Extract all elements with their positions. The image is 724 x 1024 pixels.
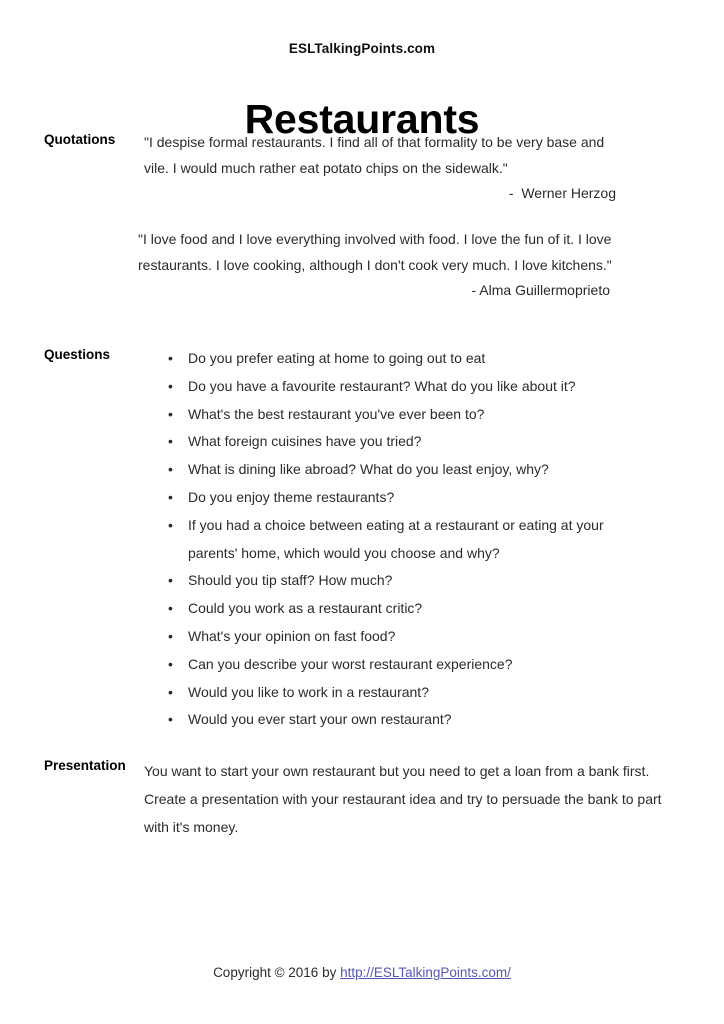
question-item [168,484,628,512]
bullet-icon: • [168,350,173,366]
question-item [168,623,628,651]
question-item [168,512,628,568]
bullet-icon: • [168,377,173,394]
copyright-text: Copyright © 2016 by [213,965,341,980]
bullet-icon: • [168,600,173,617]
question-text: What's your opinion on fast food? [188,627,396,644]
question-text: Should you tip staff? How much? [188,572,393,589]
question-text: Do you enjoy theme restaurants? [188,488,395,505]
bullet-icon: • [168,655,173,672]
section-label-presentation: Presentation [44,758,126,773]
footer-site-link[interactable]: http://ESLTalkingPoints.com/ [340,965,511,980]
question-text: Would you ever start your own restaurant? [188,711,452,728]
quotation-1-text: "I despise formal restaurants. I find all of that formality to be very base and vile. I would much rather eat potato chips on the sidewalk." [144,134,605,176]
question-text: Could you work as a restaurant critic? [188,600,423,617]
bullet-icon: • [168,461,173,478]
quotation-1 [144,130,624,207]
question-text: What is dining like abroad? What do you least enjoy, why? [188,461,549,478]
quotation-2 [138,227,620,304]
question-text: What foreign cuisines have you tried? [188,433,422,450]
bullet-icon: • [168,516,173,533]
bullet-icon: • [168,711,173,728]
question-item [168,428,628,456]
question-text: If you had a choice between eating at a restaurant or eating at your parents' home, which would you choose and why? [188,516,604,561]
bullet-icon: • [168,683,173,700]
footer [0,965,724,980]
question-text: Can you describe your worst restaurant experience? [188,655,513,672]
page-title: Restaurants [244,96,480,143]
question-item [168,706,628,734]
question-item [168,567,628,595]
question-text: Would you like to work in a restaurant? [188,683,429,700]
quotation-1-attribution: - Werner Herzog [508,185,616,201]
question-item [168,651,628,679]
question-text: What's the best restaurant you've ever been to? [188,405,485,422]
question-item [168,373,628,401]
question-text: Do you prefer eating at home to going out to eat [188,350,486,366]
question-item [168,401,628,429]
section-label-questions: Questions [44,347,111,362]
bullet-icon: • [168,433,173,450]
site-name-header: ESLTalkingPoints.com [288,41,436,56]
bullet-icon: • [168,488,173,505]
presentation-body-text: You want to start your own restaurant but you need to get a loan from a bank first. Create a presentation with your restaurant idea and try to persuade the bank to part with it's money. [144,763,662,835]
quotation-2-attribution: - Alma Guillermoprieto [471,282,610,298]
question-item [168,345,628,373]
question-item [168,595,628,623]
question-text: Do you have a favourite restaurant? What do you like about it? [188,377,576,394]
question-item [168,456,628,484]
section-label-quotations: Quotations [44,132,116,147]
questions-list [168,345,628,734]
question-item [168,679,628,707]
bullet-icon: • [168,627,173,644]
quotation-2-text: "I love food and I love everything involved with food. I love the fun of it. I love restaurants. I love cooking, although I don't cook very much. I love kitchens." [138,231,612,273]
bullet-icon: • [168,405,173,422]
bullet-icon: • [168,572,173,589]
